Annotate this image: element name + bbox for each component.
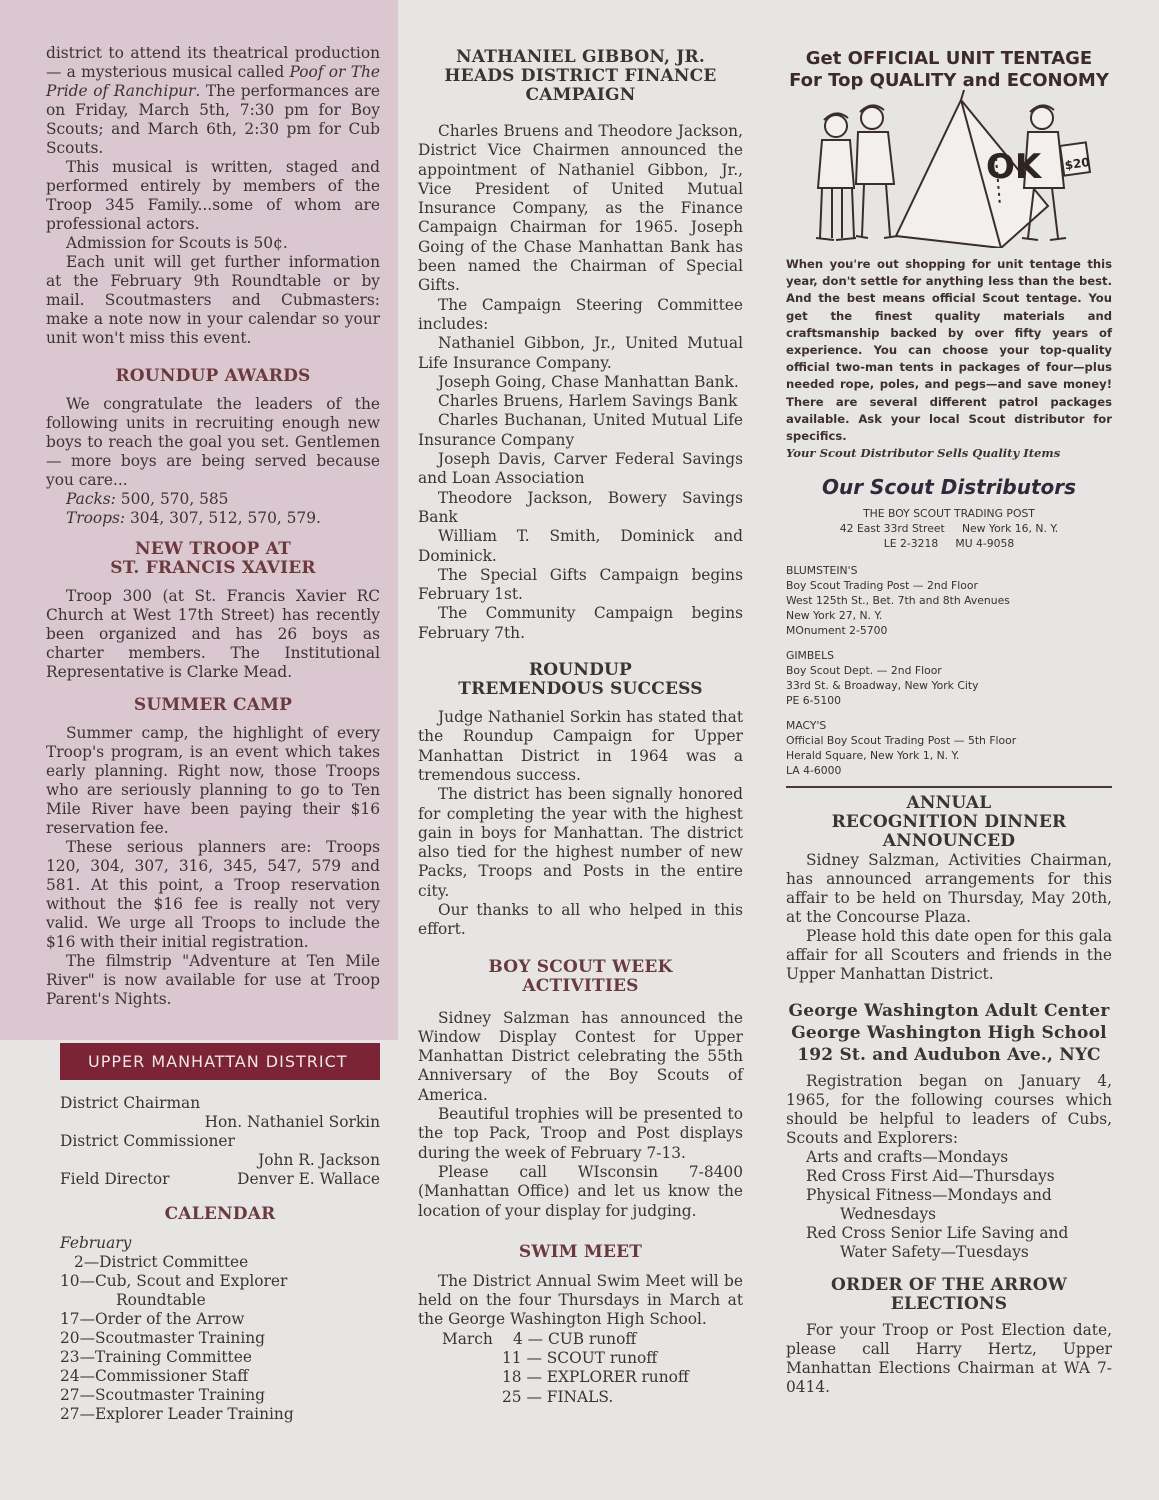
store-line: Official Boy Scout Trading Post — 5th Floor [786, 734, 1017, 748]
packs-line: Packs: 500, 570, 585 [66, 490, 229, 508]
store-name: GIMBELS [786, 649, 834, 663]
swim-date: 11 — SCOUT runoff [502, 1349, 658, 1368]
field-director-row [60, 1170, 380, 1189]
swim-date: 4 — CUB runoff [513, 1329, 637, 1348]
swim-month: March [442, 1329, 493, 1348]
trading-post-block [786, 506, 1112, 551]
store-name: BLUMSTEIN'S [786, 564, 858, 578]
swim-date: 18 — EXPLORER runoff [502, 1368, 689, 1387]
scout-week-heading: BOY SCOUT WEEK ACTIVITIES [488, 956, 673, 996]
committee-member: Nathaniel Gibbon, Jr., United Mutual Life Insurance Company. [418, 334, 743, 372]
swim-dates [502, 1330, 689, 1407]
gw-p1: Registration began on January 4, 1965, for the following courses which should be helpful to leaders of Cubs, Scouts and Explorers: [786, 1072, 1112, 1148]
roundup-p3: Our thanks to all who helped in this effort. [418, 900, 743, 939]
right-column [786, 48, 1112, 1397]
scout-week-p2: Beautiful trophies will be presented to the top Pack, Troop and Post displays during the week of February 7-13. [418, 1105, 743, 1162]
swim-date: 25 — FINALS. [502, 1387, 614, 1406]
store-line: West 125th St., Bet. 7th and 8th Avenues [786, 594, 1010, 608]
middle-column [418, 48, 743, 1407]
distributors-heading: Our Scout Distributors [821, 475, 1077, 500]
store-line: LA 4-6000 [786, 764, 842, 778]
committee-member: Joseph Going, Chase Manhattan Bank. [438, 372, 739, 391]
new-troop-body: Troop 300 (at St. Francis Xavier RC Church at West 17th Street) has recently been organized and has 26 boys as charter members. The Institutional Representative is Clarke Mead. [46, 587, 380, 681]
admission-paragraph: Admission for Scouts is 50¢. [66, 234, 288, 252]
calendar-item: 27—Explorer Leader Training [60, 1405, 294, 1423]
summer-camp-heading: SUMMER CAMP [133, 695, 293, 715]
scout-figure-icon [816, 113, 856, 240]
scout-week-p3: Please call WIsconsin 7-8400 (Manhattan Office) and let us know the location of your display for judging. [418, 1162, 743, 1220]
tentage-heading-line2: For Top QUALITY and ECONOMY [789, 70, 1109, 91]
gibbon-heading: NATHANIEL GIBBON, JR. HEADS DISTRICT FINANCE CAMPAIGN [444, 47, 717, 105]
summer-camp-p2: These serious planners are: Troops 120, 304, 307, 316, 345, 547, 579 and 581. At this point, a Troop reservation without the $16 fee is really not very valid. We urge all Troops to include the $16 with their initial registration. [46, 838, 380, 951]
committee-member: Theodore Jackson, Bowery Savings Bank [418, 488, 743, 526]
calendar-item: 10—Cub, Scout and Explorer [60, 1272, 288, 1290]
course-list [786, 1148, 1112, 1262]
roundup-awards-heading: ROUNDUP AWARDS [115, 366, 311, 386]
commissioner-label: District Commissioner [60, 1132, 235, 1150]
divider [786, 786, 1112, 788]
calendar-item: Roundtable [116, 1291, 206, 1309]
trading-post-address: 42 East 33rd Street New York 16, N. Y. [839, 522, 1059, 536]
store-line: Herald Square, New York 1, N. Y. [786, 749, 960, 763]
new-troop-heading: NEW TROOP AT ST. FRANCIS XAVIER [110, 539, 316, 578]
course-item: Wednesdays [840, 1205, 937, 1224]
committee-member: Charles Buchanan, United Mutual Life Insurance Company [418, 411, 743, 449]
calendar-item: 24—Commissioner Staff [60, 1367, 249, 1385]
store-line: Boy Scout Trading Post — 2nd Floor [786, 579, 978, 593]
gibbon-p2: The Campaign Steering Committee includes: [418, 295, 743, 333]
course-item: Physical Fitness—Mondays and [806, 1186, 1052, 1205]
field-director-name: Denver E. Wallace [237, 1170, 380, 1188]
calendar-item: 2—District Committee [74, 1253, 249, 1271]
troops-line: Troops: 304, 307, 512, 570, 579. [66, 509, 321, 527]
store-block [786, 718, 1112, 778]
calendar-heading: CALENDAR [164, 1204, 276, 1224]
tentage-ad-heading [786, 48, 1112, 92]
calendar-month: February [60, 1234, 132, 1252]
swim-p1: The District Annual Swim Meet will be held on the four Thursdays in March at the George Washington High School. [418, 1271, 743, 1329]
musical-paragraph: This musical is written, staged and performed entirely by members of the Troop 345 Family...some of whom are professional actors. [46, 158, 380, 233]
calendar-item: 17—Order of the Arrow [60, 1310, 245, 1328]
price-sign-label: $20 [1063, 155, 1091, 173]
tent-illustration [796, 88, 1096, 248]
store-name: MACY'S [786, 719, 827, 733]
arrow-heading: ORDER OF THE ARROW ELECTIONS [830, 1275, 1067, 1315]
calendar-item: 20—Scoutmaster Training [60, 1329, 266, 1347]
trading-post-phones: LE 2-3218 MU 4-9058 [883, 537, 1015, 551]
gibbon-p4: The Community Campaign begins February 7th. [418, 604, 743, 642]
trading-post-name: THE BOY SCOUT TRADING POST [863, 507, 1035, 521]
commissioner-name: John R. Jackson [258, 1151, 380, 1169]
course-item: Red Cross First Aid—Thursdays [806, 1167, 1055, 1186]
course-item: Red Cross Senior Life Saving and [806, 1224, 1069, 1243]
roundup-p2: The district has been signally honored for completing the year with the highest gain in boys for Manhattan. The district also tied for the highest number of new Packs, Troops and Posts in the entire city. [418, 785, 743, 900]
summer-camp-p3: The filmstrip "Adventure at Ten Mile River" is now available for use at Troop Parent's Nights. [46, 952, 380, 1008]
calendar-item: 27—Scoutmaster Training [60, 1386, 266, 1404]
theatre-paragraph: district to attend its theatrical production — a mysterious musical called Poof or The Pride of Ranchipur. The performances are on Friday, March 5th, 7:30 pm for Boy Scouts; and March 6th, 2:30 pm for Cub Scouts. [46, 44, 380, 157]
course-item: Arts and crafts—Mondays [806, 1148, 1009, 1167]
swim-schedule [418, 1330, 743, 1407]
tent-ok-label: OK [986, 147, 1042, 187]
store-line: PE 6-5100 [786, 694, 842, 708]
roundup-success-heading: ROUNDUP TREMENDOUS SUCCESS [458, 660, 703, 700]
gibbon-p3: The Special Gifts Campaign begins February 1st. [418, 565, 743, 604]
committee-member: Joseph Davis, Carver Federal Savings and Loan Association [418, 450, 743, 488]
district-banner: UPPER MANHATTAN DISTRICT [60, 1043, 380, 1080]
dinner-heading: ANNUAL RECOGNITION DINNER ANNOUNCED [831, 793, 1067, 852]
summer-camp-p1: Summer camp, the highlight of every Troop's program, is an event which takes early planning. Right now, those Troops who are seriously planning to go to Ten Mile River have been paying their $16 reservation fee. [46, 724, 380, 837]
committee-member: Charles Bruens, Harlem Savings Bank [438, 392, 738, 411]
calendar-list [46, 1234, 380, 1424]
dinner-section [786, 794, 1112, 1397]
chairman-name: Hon. Nathaniel Sorkin [204, 1113, 380, 1131]
scout-week-p1: Sidney Salzman has announced the Window Display Contest for Upper Manhattan District celebrating the 55th Anniversary of the Boy Scouts of America. [418, 1008, 743, 1104]
store-block [786, 648, 1112, 708]
course-item: Water Safety—Tuesdays [840, 1243, 1029, 1262]
tentage-heading-line1: Get OFFICIAL UNIT TENTAGE [805, 48, 1093, 69]
swim-meet-heading: SWIM MEET [518, 1241, 643, 1262]
district-officers [46, 1094, 380, 1189]
information-paragraph: Each unit will get further information at the February 9th Roundtable or by mail. Scoutmasters and Cubmasters: make a note now in your calendar so your unit won't miss this event. [46, 253, 380, 347]
tentage-tagline: Your Scout Distributor Sells Quality Items [786, 446, 1061, 461]
tentage-ad-body: When you're out shopping for unit tentage this year, don't settle for anything less than the best. And the best means official Scout tentage. You get the finest quality materials and craftsmanship backed by over fifty years of experience. You can choose your top-quality official two-man tents in packages of four—plus needed rope, poles, and pegs—and save money! There are several different patrol packages available. Ask your local Scout distributor for specifics. [786, 257, 1112, 444]
store-block [786, 563, 1112, 638]
store-line: Boy Scout Dept. — 2nd Floor [786, 664, 942, 678]
store-line: 33rd St. & Broadway, New York City [786, 679, 979, 693]
committee-member: William T. Smith, Dominick and Dominick. [418, 527, 743, 565]
dinner-p1: Sidney Salzman, Activities Chairman, has announced arrangements for this affair to be held on Thursday, May 20th, at the Concourse Plaza. [786, 851, 1112, 927]
left-column [46, 44, 380, 1424]
store-line: MOnument 2-5700 [786, 624, 888, 638]
dinner-p2: Please hold this date open for this gala affair for all Scouters and friends in the Upper Manhattan District. [786, 927, 1112, 984]
arrow-p1: For your Troop or Post Election date, please call Harry Hertz, Upper Manhattan Elections Chairman at WA 7-0414. [786, 1321, 1112, 1397]
roundup-awards-body: We congratulate the leaders of the following units in recruiting enough new boys to reach the goal you set. Gentlemen — more boys are being served because you care... [46, 395, 380, 489]
scout-figure-icon [856, 105, 898, 238]
chairman-label: District Chairman [60, 1094, 201, 1112]
gw-heading: George Washington Adult Center George Washington High School 192 St. and Audubon Ave., NYC [788, 1001, 1110, 1066]
gibbon-p1: Charles Bruens and Theodore Jackson, District Vice Chairmen announced the appointment of Nathaniel Gibbon, Jr., Vice President of United Mutual Insurance Company, as the Finance Campaign Chairman for 1965. Joseph Going of the Chase Manhattan Bank has been named the Chairman of Special Gifts. [418, 122, 743, 295]
calendar-item: 23—Training Committee [60, 1348, 252, 1366]
store-line: New York 27, N. Y. [786, 609, 883, 623]
roundup-p1: Judge Nathaniel Sorkin has stated that the Roundup Campaign for Upper Manhattan District in 1964 was a tremendous success. [418, 708, 743, 784]
field-director-label: Field Director [60, 1170, 170, 1188]
